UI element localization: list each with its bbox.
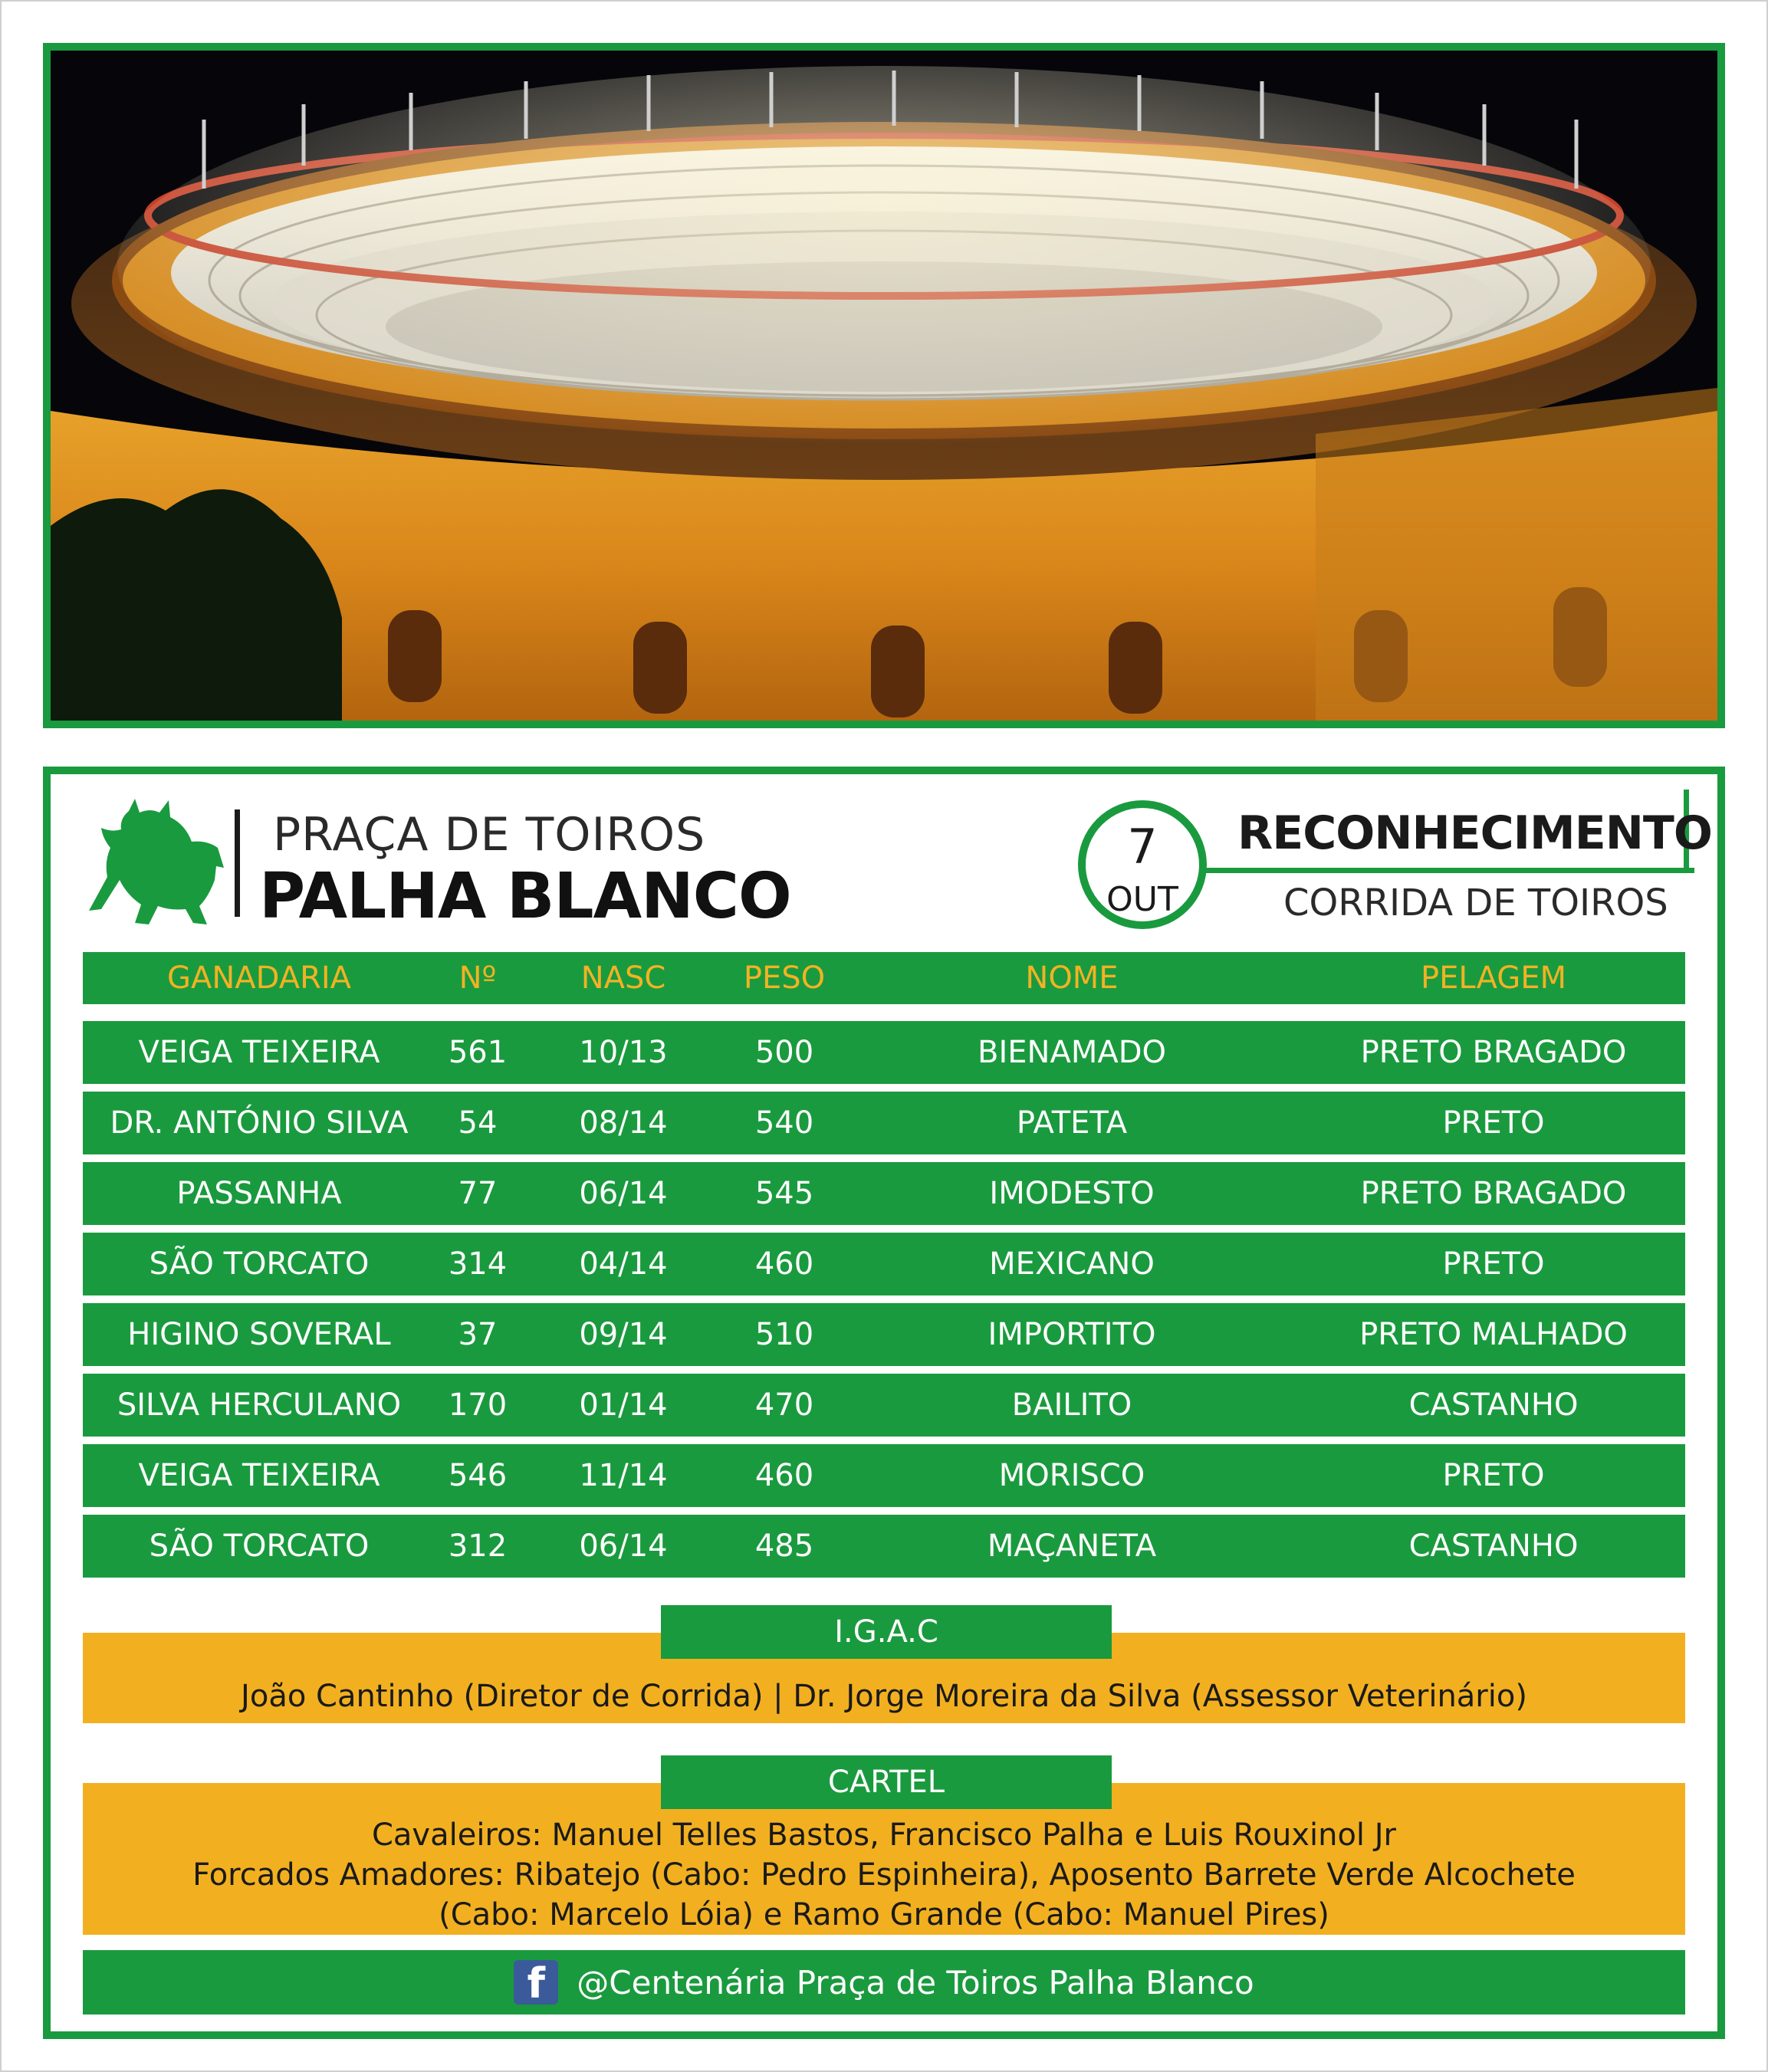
event-subtitle: CORRIDA DE TOIROS xyxy=(1283,882,1668,924)
header-number: Nº xyxy=(458,960,497,996)
facebook-icon: f xyxy=(514,1960,558,2005)
table-row xyxy=(83,1303,1685,1366)
cell-nome: BIENAMADO xyxy=(978,1035,1166,1070)
cell-ganadaria: DR. ANTÓNIO SILVA xyxy=(110,1105,409,1141)
cell-ganadaria: SÃO TORCATO xyxy=(149,1246,370,1282)
table-row xyxy=(83,1444,1685,1507)
cell-ganadaria: HIGINO SOVERAL xyxy=(127,1317,391,1352)
date-month: OUT xyxy=(1106,880,1178,919)
cell-pelagem: PRETO xyxy=(1442,1458,1545,1493)
cell-peso: 470 xyxy=(754,1387,814,1423)
cell-nasc: 11/14 xyxy=(579,1458,668,1493)
bullring-illustration xyxy=(51,51,1717,721)
cell-ganadaria: VEIGA TEIXEIRA xyxy=(138,1035,380,1070)
cell-nome: MORISCO xyxy=(998,1458,1145,1493)
cartel-line: Cavaleiros: Manuel Telles Bastos, Francisco Palha e Luis Rouxinol Jr xyxy=(371,1818,1397,1853)
header-peso: PESO xyxy=(743,960,826,996)
facebook-footer xyxy=(83,1950,1685,2015)
cell-nasc: 08/14 xyxy=(579,1105,668,1141)
cell-pelagem: CASTANHO xyxy=(1408,1529,1579,1564)
cell-pelagem: PRETO BRAGADO xyxy=(1360,1035,1627,1070)
cell-ganadaria: PASSANHA xyxy=(176,1176,342,1211)
cell-number: 37 xyxy=(458,1317,498,1352)
header-ganadaria: GANADARIA xyxy=(166,960,352,996)
table-row xyxy=(83,1515,1685,1578)
cell-nome: MAÇANETA xyxy=(987,1529,1157,1564)
venue-title-main: PALHA BLANCO xyxy=(259,860,791,933)
header-nome: NOME xyxy=(1025,960,1119,996)
cell-nasc: 10/13 xyxy=(579,1035,668,1070)
table-row xyxy=(83,1374,1685,1437)
cell-pelagem: PRETO xyxy=(1442,1246,1545,1282)
cell-peso: 540 xyxy=(754,1105,814,1141)
cell-nasc: 06/14 xyxy=(579,1176,668,1211)
cell-peso: 485 xyxy=(754,1529,814,1564)
cell-nome: IMPORTITO xyxy=(988,1317,1156,1352)
cell-peso: 545 xyxy=(754,1176,814,1211)
date-badge xyxy=(1078,800,1207,929)
event-title: RECONHECIMENTO xyxy=(1237,806,1712,860)
cell-nome: PATETA xyxy=(1016,1105,1128,1141)
cell-number: 546 xyxy=(448,1458,508,1493)
cell-peso: 460 xyxy=(754,1458,814,1493)
cell-pelagem: CASTANHO xyxy=(1408,1387,1579,1423)
cell-ganadaria: VEIGA TEIXEIRA xyxy=(138,1458,380,1493)
cell-peso: 460 xyxy=(754,1246,814,1282)
igac-text: João Cantinho (Diretor de Corrida) | Dr. Jorge Moreira da Silva (Assessor Veterinário) xyxy=(241,1679,1527,1714)
cell-number: 170 xyxy=(448,1387,508,1423)
bullring-photo xyxy=(43,43,1725,728)
cell-nome: BAILITO xyxy=(1011,1387,1132,1423)
cartel-label: CARTEL xyxy=(661,1755,1112,1809)
cell-nome: IMODESTO xyxy=(989,1176,1155,1211)
cell-nasc: 09/14 xyxy=(579,1317,668,1352)
cell-nasc: 06/14 xyxy=(579,1529,668,1564)
cell-pelagem: PRETO BRAGADO xyxy=(1360,1176,1627,1211)
igac-label: I.G.A.C xyxy=(661,1605,1112,1659)
cell-nasc: 01/14 xyxy=(579,1387,668,1423)
cell-peso: 500 xyxy=(754,1035,814,1070)
cartel-line: (Cabo: Marcelo Lóia) e Ramo Grande (Cabo: Manuel Pires) xyxy=(439,1897,1329,1932)
date-day: 7 xyxy=(1127,819,1158,875)
cell-number: 77 xyxy=(458,1176,498,1211)
table-row xyxy=(83,1162,1685,1225)
cartel-line: Forcados Amadores: Ribatejo (Cabo: Pedro Espinheira), Aposento Barrete Verde Alcochete xyxy=(192,1857,1576,1893)
facebook-handle: @Centenária Praça de Toiros Palha Blanco xyxy=(577,1963,1254,2001)
cell-number: 54 xyxy=(458,1105,498,1141)
venue-title-top: PRAÇA DE TOIROS xyxy=(273,808,706,862)
cell-ganadaria: SILVA HERCULANO xyxy=(117,1387,402,1423)
header-pelagem: PELAGEM xyxy=(1420,960,1567,996)
cell-number: 561 xyxy=(448,1035,508,1070)
cell-pelagem: PRETO xyxy=(1442,1105,1545,1141)
cell-ganadaria: SÃO TORCATO xyxy=(149,1529,370,1564)
bull-icon xyxy=(84,794,227,932)
cell-peso: 510 xyxy=(754,1317,814,1352)
table-row xyxy=(83,1092,1685,1154)
logo-separator xyxy=(235,809,240,917)
event-line-horizontal xyxy=(1204,868,1694,873)
cell-nome: MEXICANO xyxy=(989,1246,1155,1282)
table-header xyxy=(83,952,1685,1004)
cell-nasc: 04/14 xyxy=(579,1246,668,1282)
cell-pelagem: PRETO MALHADO xyxy=(1359,1317,1628,1352)
cartel-text xyxy=(83,1815,1685,1935)
table-row xyxy=(83,1021,1685,1084)
cell-number: 314 xyxy=(448,1246,508,1282)
header-nasc: NASC xyxy=(580,960,666,996)
table-row xyxy=(83,1233,1685,1295)
cell-number: 312 xyxy=(448,1529,508,1564)
event-card xyxy=(43,767,1725,2039)
